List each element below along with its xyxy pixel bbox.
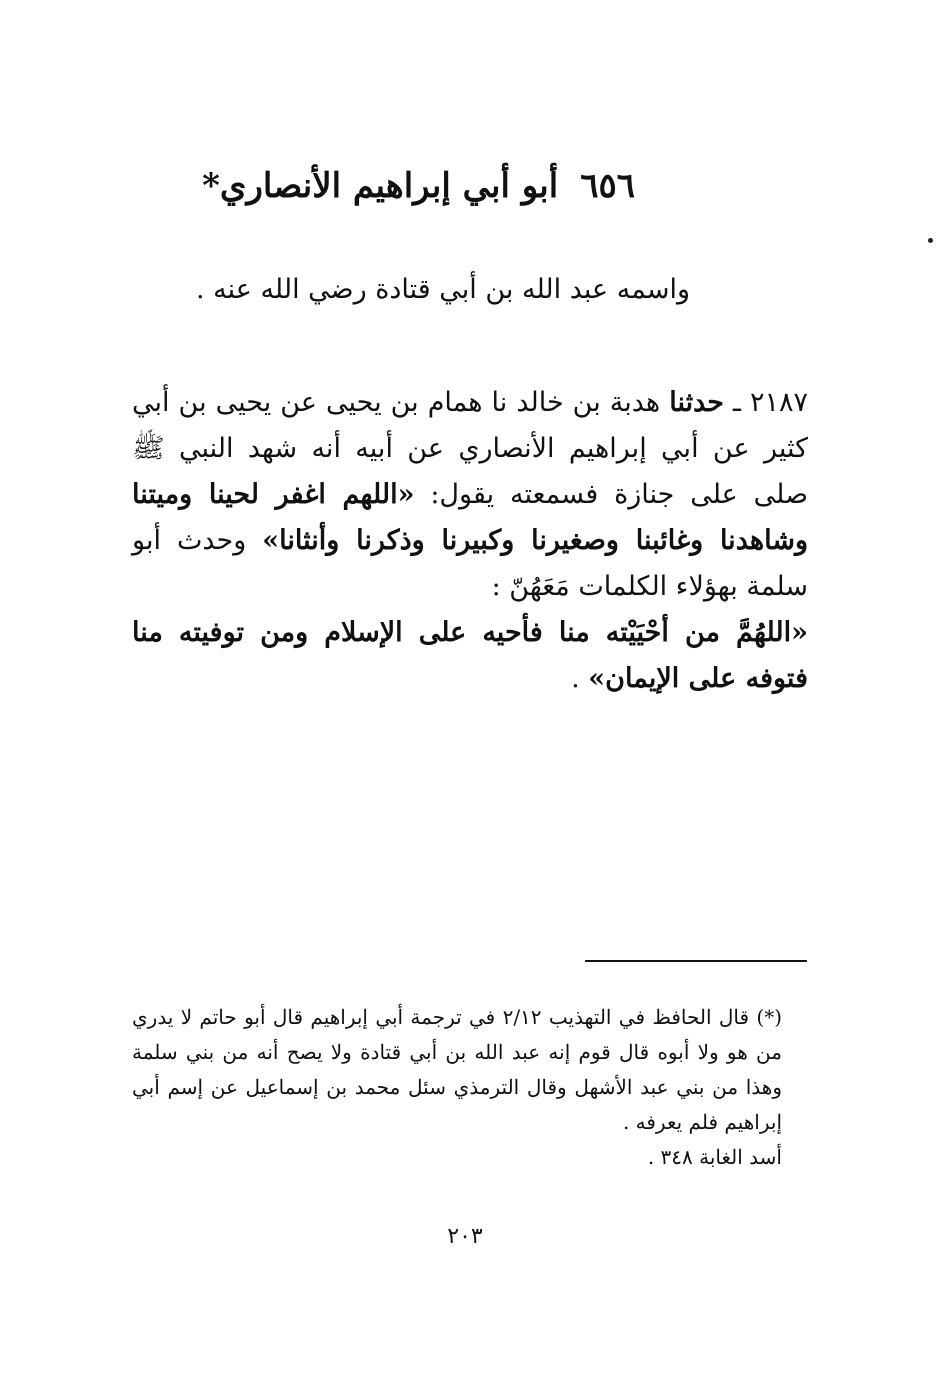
hadith-paragraph bbox=[132, 380, 808, 610]
footnote-divider bbox=[585, 960, 807, 962]
second-supplication-paragraph bbox=[132, 610, 808, 702]
entry-number: ٦٥٦ bbox=[580, 166, 635, 206]
hadith-text bbox=[132, 380, 808, 702]
scan-speck bbox=[928, 238, 933, 243]
entry-heading bbox=[202, 160, 635, 212]
hadith-narration: هدبة بن خالد نا همام بن يحيى عن يحيى بن أبي كثير عن أبي إبراهيم الأنصاري عن أبيه أنه شهد النبي ﷺ صلى على جنازة فسمعته يقول: bbox=[132, 387, 808, 510]
entry-title: أبو أبي إبراهيم الأنصاري* bbox=[202, 166, 559, 206]
entry-subtitle: واسمه عبد الله بن أبي قتادة رضي الله عنه . bbox=[195, 274, 690, 305]
footnote bbox=[132, 1000, 782, 1175]
haddathana-word: حدثنا bbox=[669, 387, 724, 418]
footnote-main: (*) قال الحافظ في التهذيب ٢/١٢ في ترجمة أبي إبراهيم قال أبو حاتم لا يدري من هو ولا أبوه قال قوم إنه عبد الله بن أبي قتادة ولا يصح أنه من بني سلمة وهذا من بني عبد الأشهل وقال الترمذي سئل محمد بن إسماعيل عن إسم أبي إبراهيم فلم يعرفه . bbox=[132, 1005, 783, 1134]
page-number: ٢٠٣ bbox=[447, 1224, 483, 1249]
footnote-reference: أسد الغابة ٣٤٨ . bbox=[647, 1145, 782, 1169]
hadith-number: ٢١٨٧ ـ bbox=[733, 387, 808, 418]
first-supplication: «اللهم اغفر لحينا وميتنا وشاهدنا وغائبنا وصغيرنا وكبيرنا وذكرنا وأنثانا» bbox=[132, 479, 808, 556]
hadith-end: . bbox=[571, 663, 589, 694]
second-supplication: «اللهُمَّ من أحْيَيْته منا فأحيه على الإسلام ومن توفيته منا فتوفه على الإيمان» bbox=[132, 617, 808, 694]
hadith-continuation: وحدث أبو سلمة بهؤلاء الكلمات مَعَهُنّ : bbox=[132, 525, 808, 602]
